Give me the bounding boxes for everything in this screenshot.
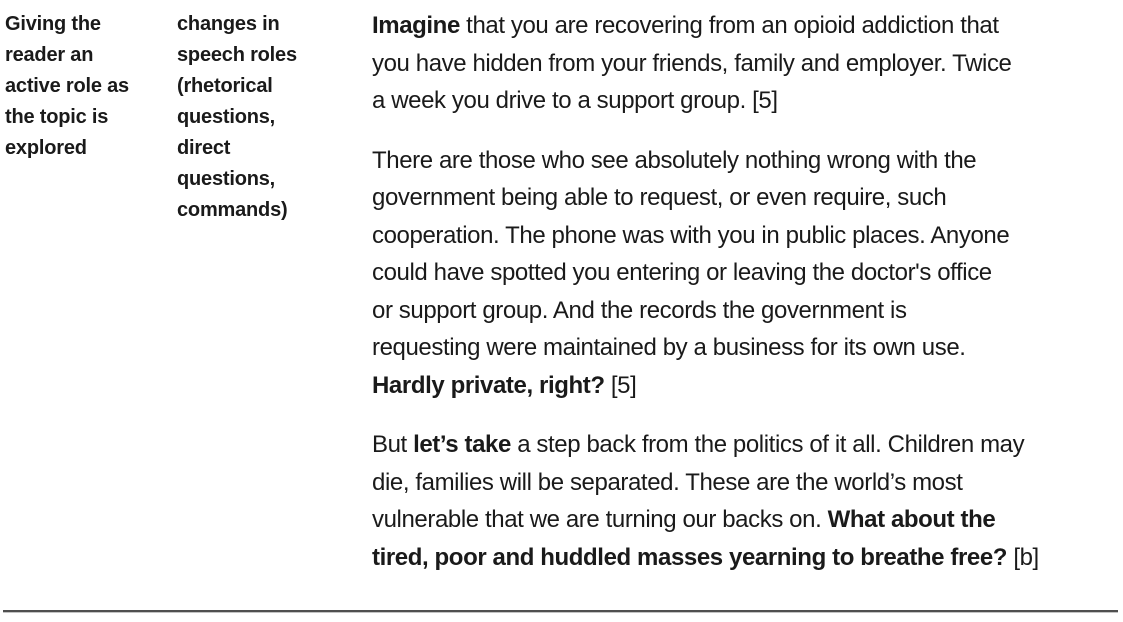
text-segment: a week you drive to a support group. [5] [372,87,778,114]
text-line: (rhetorical [177,75,273,97]
examples-column [372,7,1123,576]
text-line [372,501,1123,539]
text-line [372,179,1123,217]
text-line [372,367,1123,405]
bold-text-segment: tired, poor and huddled masses yearning to breathe free? [372,543,1008,571]
text-line [372,82,1123,120]
example-paragraph [372,7,1123,120]
example-paragraph [372,142,1123,405]
text-line [372,426,1123,464]
text-segment: die, families will be separated. These are the world’s most [372,468,963,496]
text-line [372,292,1123,330]
text-line: questions, [177,168,276,190]
text-line [372,142,1123,180]
text-line: reader an [5,44,94,66]
text-segment: [5] [604,371,637,399]
text-line [372,329,1123,367]
text-segment: government being able to request, or even require, such [372,184,947,211]
text-line: active role as [5,75,129,97]
text-line [372,7,1123,45]
text-line: Giving the [5,13,101,35]
text-segment: that you are recovering from an opioid addiction that [459,12,999,39]
bold-text-segment: let’s take [413,431,511,458]
text-line: commands) [177,199,288,221]
bold-text-segment: Hardly private, right? [372,371,605,399]
text-line: changes in [177,13,280,35]
text-line: direct [177,137,231,159]
text-line [372,45,1123,83]
text-line [372,464,1123,502]
row-divider-light-line [3,612,1118,613]
text-segment: could have spotted you entering or leaving the doctor's office [372,259,992,286]
text-segment: vulnerable that we are turning our backs on. [372,506,828,533]
text-segment: you have hidden from your friends, family and employer. Twice [372,49,1012,77]
text-segment: requesting were maintained by a business for its own use. [372,334,966,361]
text-segment: or support group. And the records the government is [372,296,907,324]
technique-column [5,9,175,164]
text-line: explored [5,137,87,159]
text-segment: [b] [1007,543,1039,571]
text-line [372,539,1123,577]
text-segment: cooperation. The phone was with you in public places. Anyone [372,221,1010,249]
text-line: speech roles [177,44,297,66]
text-segment: But [372,431,414,458]
bold-text-segment: What about the [827,506,996,533]
example-paragraph [372,426,1123,576]
features-column [177,9,337,226]
text-line: the topic is [5,106,109,128]
text-line [372,254,1123,292]
text-segment: a step back from the politics of it all. Children may [510,431,1025,458]
text-line: questions, [177,106,276,128]
text-segment: There are those who see absolutely nothing wrong with the [372,146,977,174]
bold-text-segment: Imagine [372,12,460,39]
text-line [372,217,1123,255]
